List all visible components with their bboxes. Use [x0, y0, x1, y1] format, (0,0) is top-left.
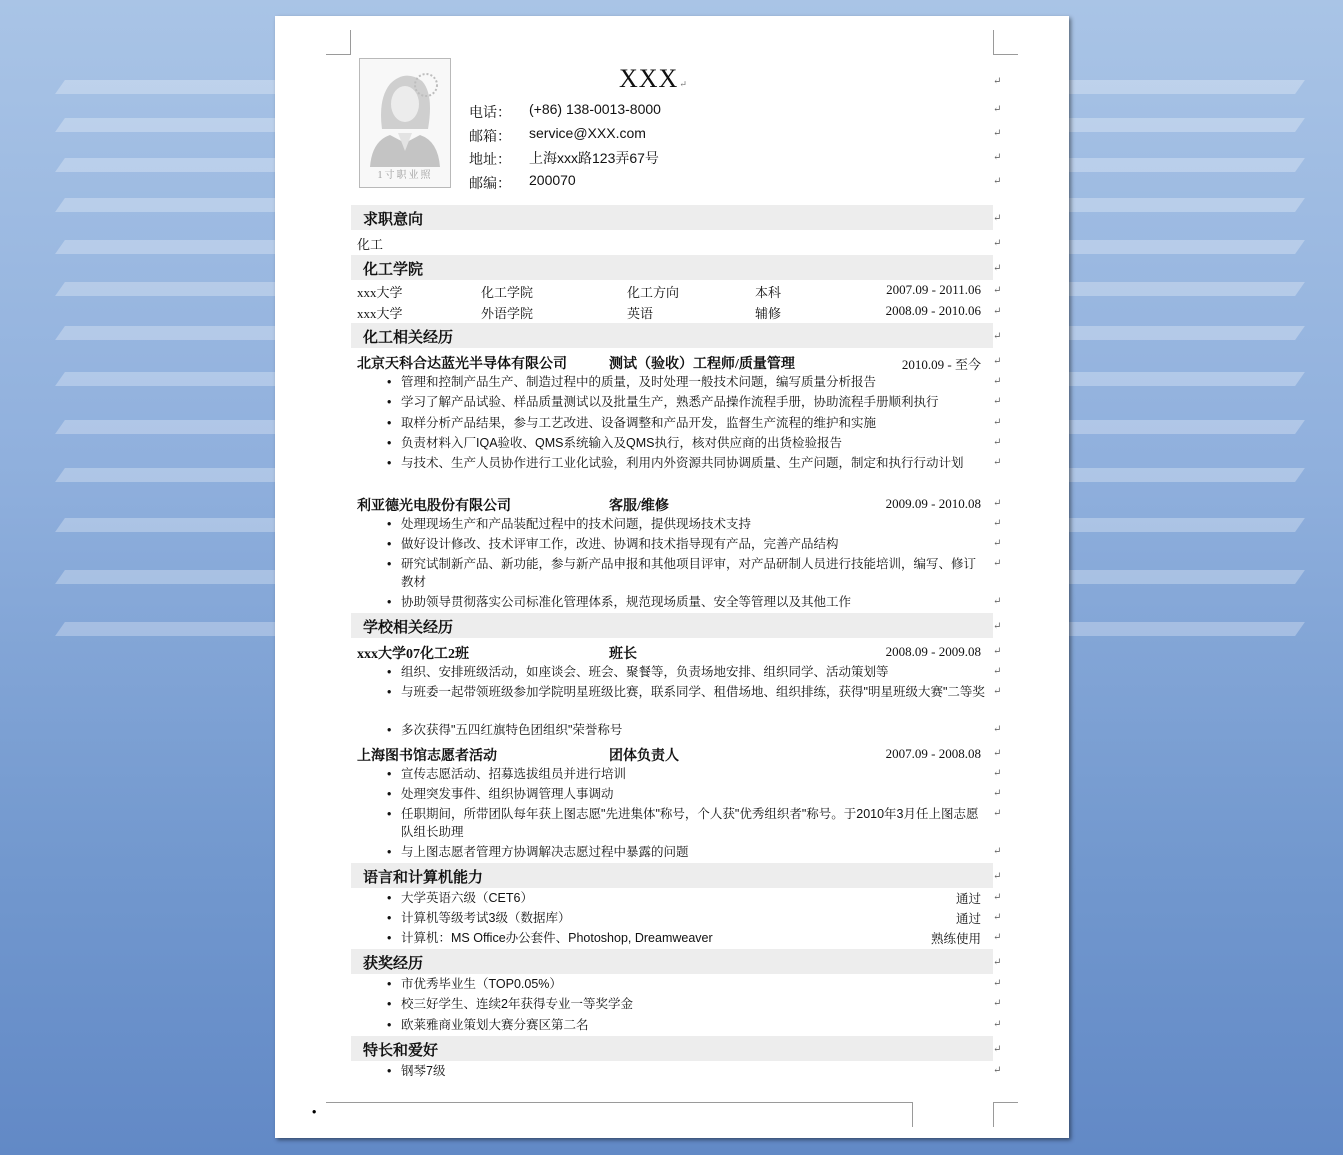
list-item: • 学习了解产品试验、样品质量测试以及批量生产，熟悉产品操作流程手册，协助流程手册顺利执行 [401, 393, 987, 411]
edu-college: 外语学院 [481, 306, 534, 321]
paragraph-mark: ↵ [993, 1044, 1002, 1055]
list-item: • 市优秀毕业生（TOP0.05%） [401, 975, 987, 993]
email-value: service@XXX.com [529, 125, 646, 141]
list-item: • 计算机：MS Office办公套件、Photoshop, Dreamweaver [401, 929, 921, 947]
list-item: • 管理和控制产品生产、制造过程中的质量，及时处理一般技术问题，编写质量分析报告 [401, 373, 987, 391]
list-item: • 与上图志愿者管理方协调解决志愿过程中暴露的问题 [401, 843, 987, 861]
paragraph-mark: ↵ [993, 646, 1002, 657]
paragraph-mark: ↵ [993, 437, 1002, 448]
paragraph-mark: ↵ [993, 457, 1002, 468]
resume-name: XXX↵ [619, 64, 688, 93]
list-item: • 处理现场生产和产品装配过程中的技术问题，提供现场技术支持 [401, 515, 987, 533]
paragraph-mark: ↵ [993, 998, 1002, 1009]
paragraph-mark: ↵ [993, 978, 1002, 989]
list-item: • 宣传志愿活动、招募选拔组员并进行培训 [401, 765, 987, 783]
paragraph-mark: ↵ [993, 748, 1002, 759]
paragraph-mark: ↵ [993, 912, 1002, 923]
section-header-work: 化工相关经历 [351, 323, 993, 348]
list-item: • 协助领导贯彻落实公司标准化管理体系，规范现场质量、安全等管理以及其他工作 [401, 593, 987, 611]
paragraph-mark: ↵ [993, 558, 1002, 569]
list-item: • 多次获得"五四红旗特色团组织"荣誉称号 [401, 721, 987, 739]
paragraph-mark: ↵ [993, 871, 1002, 882]
edu-degree: 本科 [755, 285, 782, 300]
document-page[interactable] [275, 16, 1069, 1138]
school-role: 团体负责人 [609, 749, 679, 764]
list-item: • 欧莱雅商业策划大赛分赛区第二名 [401, 1016, 987, 1034]
list-item: • 任职期间，所带团队每年获上图志愿"先进集体"称号，个人获"优秀组织者"称号。于2010年3月任上图志愿队组长助理 [401, 805, 987, 841]
edu-date: 2007.09 - 2011.06 [886, 282, 981, 297]
paragraph-mark: ↵ [993, 957, 1002, 968]
job-date: 2010.09 - 至今 [901, 357, 981, 372]
paragraph-mark: ↵ [993, 808, 1002, 819]
address-label: 地址： [469, 153, 511, 168]
paragraph-mark: ↵ [993, 666, 1002, 677]
edu-college: 化工学院 [481, 285, 534, 300]
school-org: xxx大学07化工2班 [357, 647, 469, 662]
school-date: 2007.09 - 2008.08 [885, 746, 981, 761]
intent-value: 化工 [357, 237, 384, 252]
job-date: 2009.09 - 2010.08 [885, 496, 981, 511]
section-header-school: 学校相关经历 [351, 613, 993, 638]
paragraph-mark: ↵ [993, 263, 1002, 274]
section-header-education: 化工学院 [351, 255, 993, 280]
edu-major: 化工方向 [627, 285, 680, 300]
paragraph-mark: ↵ [993, 1065, 1002, 1076]
section-header-skills: 语言和计算机能力 [351, 863, 993, 888]
paragraph-mark: ↵ [993, 596, 1002, 607]
paragraph-mark: ↵ [993, 788, 1002, 799]
edu-school: xxx大学 [357, 285, 403, 300]
skill-level: 熟练使用 [930, 932, 981, 946]
profile-photo-placeholder[interactable] [359, 58, 451, 188]
job-role: 测试（验收）工程师/质量管理 [609, 357, 795, 372]
paragraph-mark: ↵ [993, 417, 1002, 428]
crop-mark-bottom-right [993, 1102, 1018, 1127]
edu-date: 2008.09 - 2010.06 [885, 303, 981, 318]
list-item: • 做好设计修改、技术评审工作，改进、协调和技术指导现有产品，完善产品结构 [401, 535, 987, 553]
list-item: • 钢琴7级 [401, 1062, 987, 1080]
postcode-label: 邮编： [469, 177, 511, 192]
paragraph-mark: ↵ [993, 768, 1002, 779]
school-role: 班长 [609, 647, 637, 662]
paragraph-mark: ↵ [993, 932, 1002, 943]
paragraph-mark: ↵ [993, 846, 1002, 857]
paragraph-mark: ↵ [993, 331, 1002, 342]
crop-mark-top-left [326, 30, 351, 55]
list-item: • 负责材料入厂IQA验收、QMS系统输入及QMS执行，核对供应商的出货检验报告 [401, 434, 987, 452]
paragraph-mark: ↵ [993, 538, 1002, 549]
postcode-value: 200070 [529, 172, 576, 188]
section-header-hobbies: 特长和爱好 [351, 1036, 993, 1061]
paragraph-mark: ↵ [993, 892, 1002, 903]
edu-major: 英语 [627, 306, 654, 321]
paragraph-mark: ↵ [993, 152, 1002, 163]
paragraph-mark: ↵ [993, 356, 1002, 367]
job-company: 北京天科合达蓝光半导体有限公司 [357, 357, 567, 372]
skill-level: 通过 [955, 912, 981, 926]
paragraph-mark: ↵ [993, 238, 1002, 249]
school-date: 2008.09 - 2009.08 [885, 644, 981, 659]
paragraph-mark: ↵ [993, 1019, 1002, 1030]
paragraph-mark: ↵ [993, 306, 1002, 317]
edu-degree: 辅修 [755, 306, 782, 321]
school-org: 上海图书馆志愿者活动 [357, 749, 497, 764]
skill-level: 通过 [955, 892, 981, 906]
paragraph-mark: ↵ [993, 518, 1002, 529]
crop-mark-bottom-left [326, 1102, 913, 1127]
address-value: 上海xxx路123弄67号 [529, 150, 659, 166]
person-silhouette-icon [360, 59, 450, 169]
paragraph-mark: ↵ [993, 621, 1002, 632]
list-item: • 计算机等级考试3级（数据库） [401, 909, 921, 927]
list-item: • 取样分析产品结果，参与工艺改进、设备调整和产品开发，监督生产流程的维护和实施 [401, 414, 987, 432]
paragraph-mark: ↵ [993, 213, 1002, 224]
list-item: • 与班委一起带领班级参加学院明星班级比赛，联系同学、租借场地、组织排练，获得"明星班级大赛"二等奖 [401, 683, 987, 701]
paragraph-mark: ↵ [993, 76, 1002, 87]
phone-label: 电话： [469, 106, 511, 121]
job-role: 客服/维修 [609, 499, 669, 514]
section-header-intent: 求职意向 [351, 205, 993, 230]
paragraph-mark: ↵ [993, 128, 1002, 139]
crop-mark-top-right [993, 30, 1018, 55]
paragraph-mark: ↵ [993, 686, 1002, 697]
paragraph-mark: ↵ [993, 396, 1002, 407]
paragraph-mark: ↵ [993, 285, 1002, 296]
job-company: 利亚德光电股份有限公司 [357, 499, 511, 514]
list-item: • 校三好学生、连续2年获得专业一等奖学金 [401, 995, 987, 1013]
list-item: • 研究试制新产品、新功能，参与新产品申报和其他项目评审，对产品研制人员进行技能培训，编写、修订教材 [401, 555, 987, 591]
paragraph-mark: ↵ [993, 724, 1002, 735]
list-item: • 大学英语六级（CET6） [401, 889, 921, 907]
photo-caption: 1寸职业照 [377, 170, 433, 181]
paragraph-mark: ↵ [993, 498, 1002, 509]
list-item: • 处理突发事件、组织协调管理人事调动 [401, 785, 987, 803]
email-label: 邮箱： [469, 130, 511, 145]
paragraph-mark: ↵ [993, 376, 1002, 387]
list-item: • 与技术、生产人员协作进行工业化试验，利用内外资源共同协调质量、生产问题，制定和执行行动计划 [401, 454, 987, 472]
phone-value: (+86) 138-0013-8000 [529, 101, 661, 117]
paragraph-mark: ↵ [993, 104, 1002, 115]
paragraph-mark: ↵ [993, 176, 1002, 187]
list-item: • 组织、安排班级活动，如座谈会、班会、聚餐等，负责场地安排、组织同学、活动策划等 [401, 663, 987, 681]
edu-school: xxx大学 [357, 306, 403, 321]
section-header-awards: 获奖经历 [351, 949, 993, 974]
